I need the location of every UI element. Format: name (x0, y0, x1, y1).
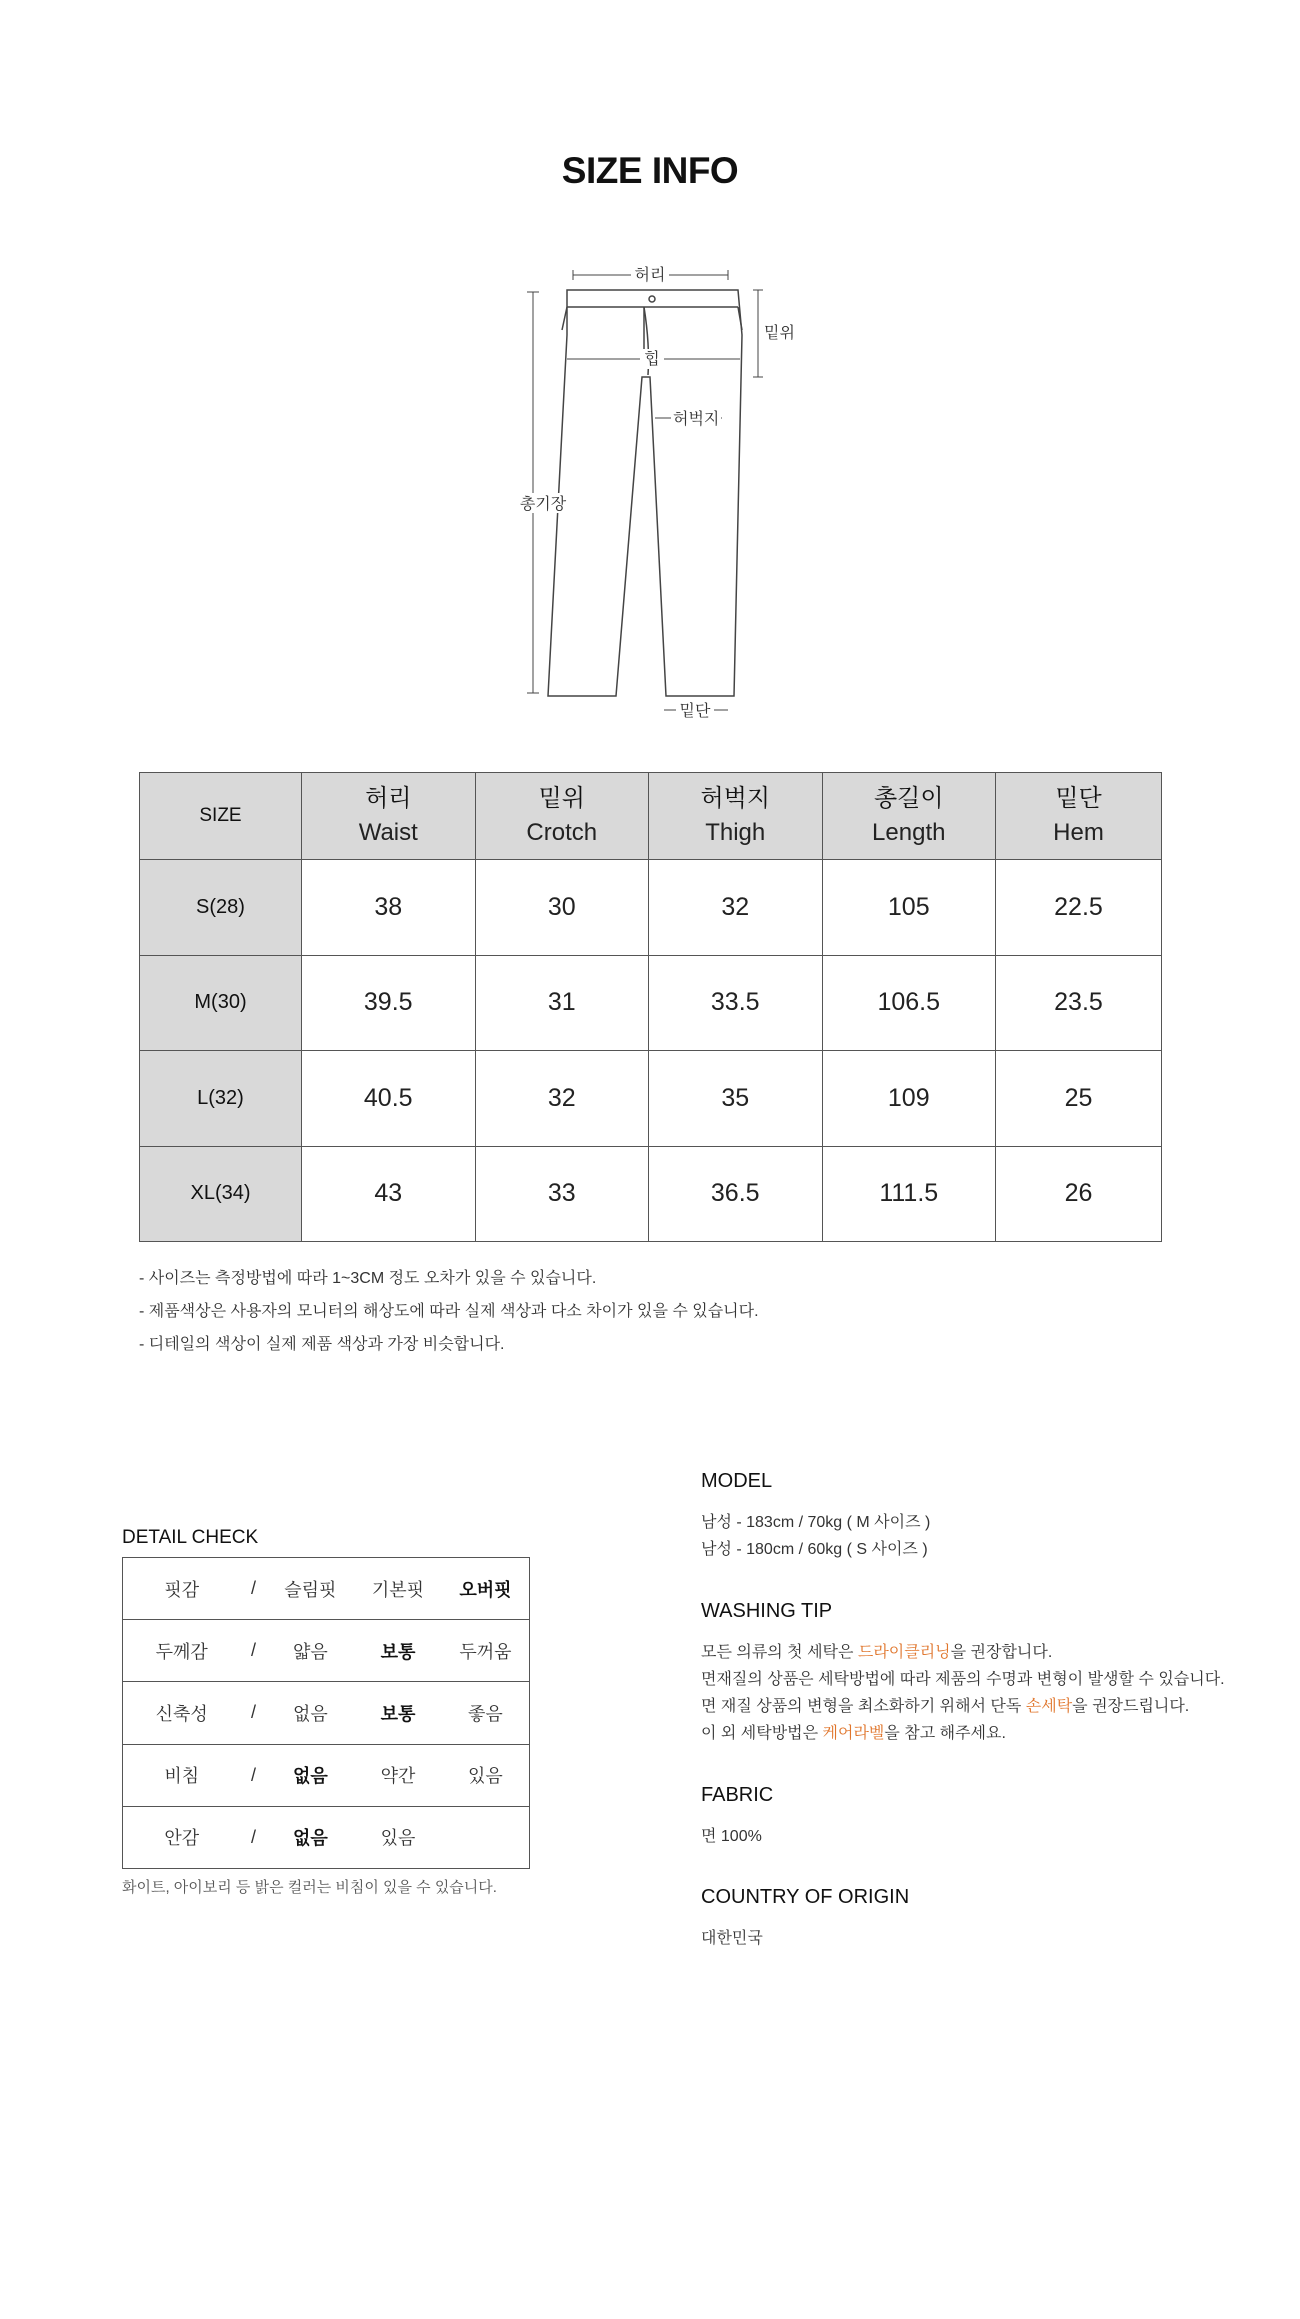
cell-value: 22.5 (996, 860, 1162, 956)
cell-value: 32 (475, 1051, 649, 1147)
column-header-hem: 밑단 Hem (996, 773, 1162, 860)
detail-separator: / (250, 1702, 256, 1723)
row-size-label: S(28) (140, 860, 302, 956)
model-line: 남성 - 180cm / 60kg ( S 사이즈 ) (701, 1541, 928, 1558)
row-size-label: L(32) (140, 1051, 302, 1147)
washing-heading: WASHING TIP (701, 1600, 833, 1622)
detail-option: 두꺼움 (459, 1641, 512, 1662)
cell-value: 33 (475, 1146, 649, 1242)
detail-row (123, 1806, 530, 1868)
detail-option: 기본핏 (371, 1579, 425, 1600)
origin-value: 대한민국 (701, 1930, 763, 1947)
detail-option-selected: 없음 (292, 1766, 328, 1787)
origin-section (701, 1886, 909, 1952)
detail-option-selected: 없음 (292, 1828, 328, 1849)
model-line: 남성 - 183cm / 70kg ( M 사이즈 ) (701, 1514, 931, 1531)
column-header-crotch: 밑위 Crotch (475, 773, 649, 860)
note-item: - 제품색상은 사용자의 모니터의 해상도에 따라 실제 색상과 다소 차이가 있을 수 있습니다. (139, 1303, 759, 1320)
size-notes (139, 1262, 759, 1361)
detail-option: 있음 (468, 1766, 503, 1787)
fabric-section (701, 1784, 773, 1850)
detail-option: 얇음 (292, 1641, 328, 1662)
table-row (140, 1146, 1162, 1242)
detail-label: 핏감 (164, 1579, 200, 1600)
column-header-waist: 허리 Waist (302, 773, 476, 860)
cell-value: 25 (996, 1051, 1162, 1147)
detail-check-note: 화이트, 아이보리 등 밝은 컬러는 비침이 있을 수 있습니다. (122, 1879, 497, 1896)
fabric-value: 면 100% (701, 1828, 762, 1845)
cell-value: 109 (822, 1051, 996, 1147)
cell-value: 111.5 (822, 1146, 996, 1242)
detail-option: 없음 (292, 1703, 328, 1724)
detail-row (123, 1620, 530, 1682)
detail-separator: / (250, 1640, 256, 1661)
detail-separator: / (250, 1764, 256, 1785)
detail-label: 안감 (164, 1828, 200, 1849)
size-table (139, 772, 1162, 1242)
origin-heading: COUNTRY OF ORIGIN (701, 1886, 910, 1908)
page-title: SIZE INFO (561, 150, 739, 191)
diagram-label-thigh: 허벅지 (673, 411, 720, 428)
diagram-label-crotch: 밑위 (764, 325, 795, 342)
washing-highlight: 드라이클리닝 (857, 1644, 951, 1661)
cell-value: 39.5 (302, 955, 476, 1051)
diagram-label-bg (516, 264, 721, 721)
model-section (701, 1470, 930, 1563)
table-row (140, 955, 1162, 1051)
detail-option: 슬림핏 (284, 1579, 337, 1600)
diagram-label-hem: 밑단 (679, 703, 711, 720)
cell-value: 36.5 (649, 1146, 823, 1242)
table-row (140, 860, 1162, 956)
cell-value: 106.5 (822, 955, 996, 1051)
detail-separator: / (250, 1578, 256, 1599)
size-header: SIZE (140, 773, 302, 860)
detail-check-table (122, 1557, 530, 1869)
cell-value: 32 (649, 860, 823, 956)
detail-label: 비침 (164, 1766, 200, 1787)
detail-option-selected: 오버핏 (459, 1579, 512, 1600)
detail-check-title: DETAIL CHECK (122, 1527, 259, 1548)
detail-option (442, 1806, 530, 1868)
cell-value: 105 (822, 860, 996, 956)
detail-row (123, 1744, 530, 1806)
row-size-label: XL(34) (140, 1146, 302, 1242)
diagram-label-waist: 허리 (634, 267, 666, 284)
washing-highlight: 손세탁 (1025, 1698, 1073, 1715)
cell-value: 43 (302, 1146, 476, 1242)
note-item: - 사이즈는 측정방법에 따라 1~3CM 정도 오차가 있을 수 있습니다. (139, 1270, 597, 1287)
washing-line: 면 재질 상품의 변형을 최소화하기 위해서 단독 손세탁을 권장드립니다. (701, 1698, 1190, 1715)
row-size-label: M(30) (140, 955, 302, 1051)
detail-option-selected: 보통 (380, 1641, 416, 1662)
detail-label: 두께감 (155, 1641, 208, 1662)
column-header-length: 총길이 Length (822, 773, 996, 860)
washing-line: 모든 의류의 첫 세탁은 드라이클리닝을 권장합니다. (701, 1644, 1053, 1661)
detail-separator: / (250, 1826, 256, 1847)
washing-line: 이 외 세탁방법은 케어라벨을 참고 해주세요. (701, 1725, 1006, 1742)
washing-section (701, 1600, 1225, 1747)
size-table-header (140, 773, 1162, 860)
detail-option: 좋음 (468, 1703, 503, 1724)
washing-highlight: 케어라벨 (822, 1725, 885, 1742)
detail-option-selected: 보통 (380, 1703, 416, 1724)
diagram-label-length: 총기장 (519, 496, 567, 513)
cell-value: 30 (475, 860, 649, 956)
cell-value: 40.5 (302, 1051, 476, 1147)
model-heading: MODEL (701, 1470, 773, 1492)
detail-option: 있음 (380, 1828, 416, 1849)
washing-line: 면재질의 상품은 세탁방법에 따라 제품의 수명과 변형이 발생할 수 있습니다. (701, 1671, 1225, 1688)
column-header-thigh: 허벅지 Thigh (649, 773, 823, 860)
cell-value: 35 (649, 1051, 823, 1147)
cell-value: 23.5 (996, 955, 1162, 1051)
cell-value: 38 (302, 860, 476, 956)
detail-row (123, 1558, 530, 1620)
table-row (140, 1051, 1162, 1147)
fabric-heading: FABRIC (701, 1784, 774, 1806)
detail-label: 신축성 (155, 1703, 208, 1724)
measure-lines (527, 270, 763, 710)
pants-diagram (490, 255, 820, 725)
detail-option: 약간 (380, 1766, 416, 1787)
cell-value: 26 (996, 1146, 1162, 1242)
cell-value: 33.5 (649, 955, 823, 1051)
note-item: - 디테일의 색상이 실제 제품 색상과 가장 비슷합니다. (139, 1336, 505, 1353)
cell-value: 31 (475, 955, 649, 1051)
diagram-label-hip: 힙 (644, 351, 660, 368)
detail-row (123, 1682, 530, 1744)
